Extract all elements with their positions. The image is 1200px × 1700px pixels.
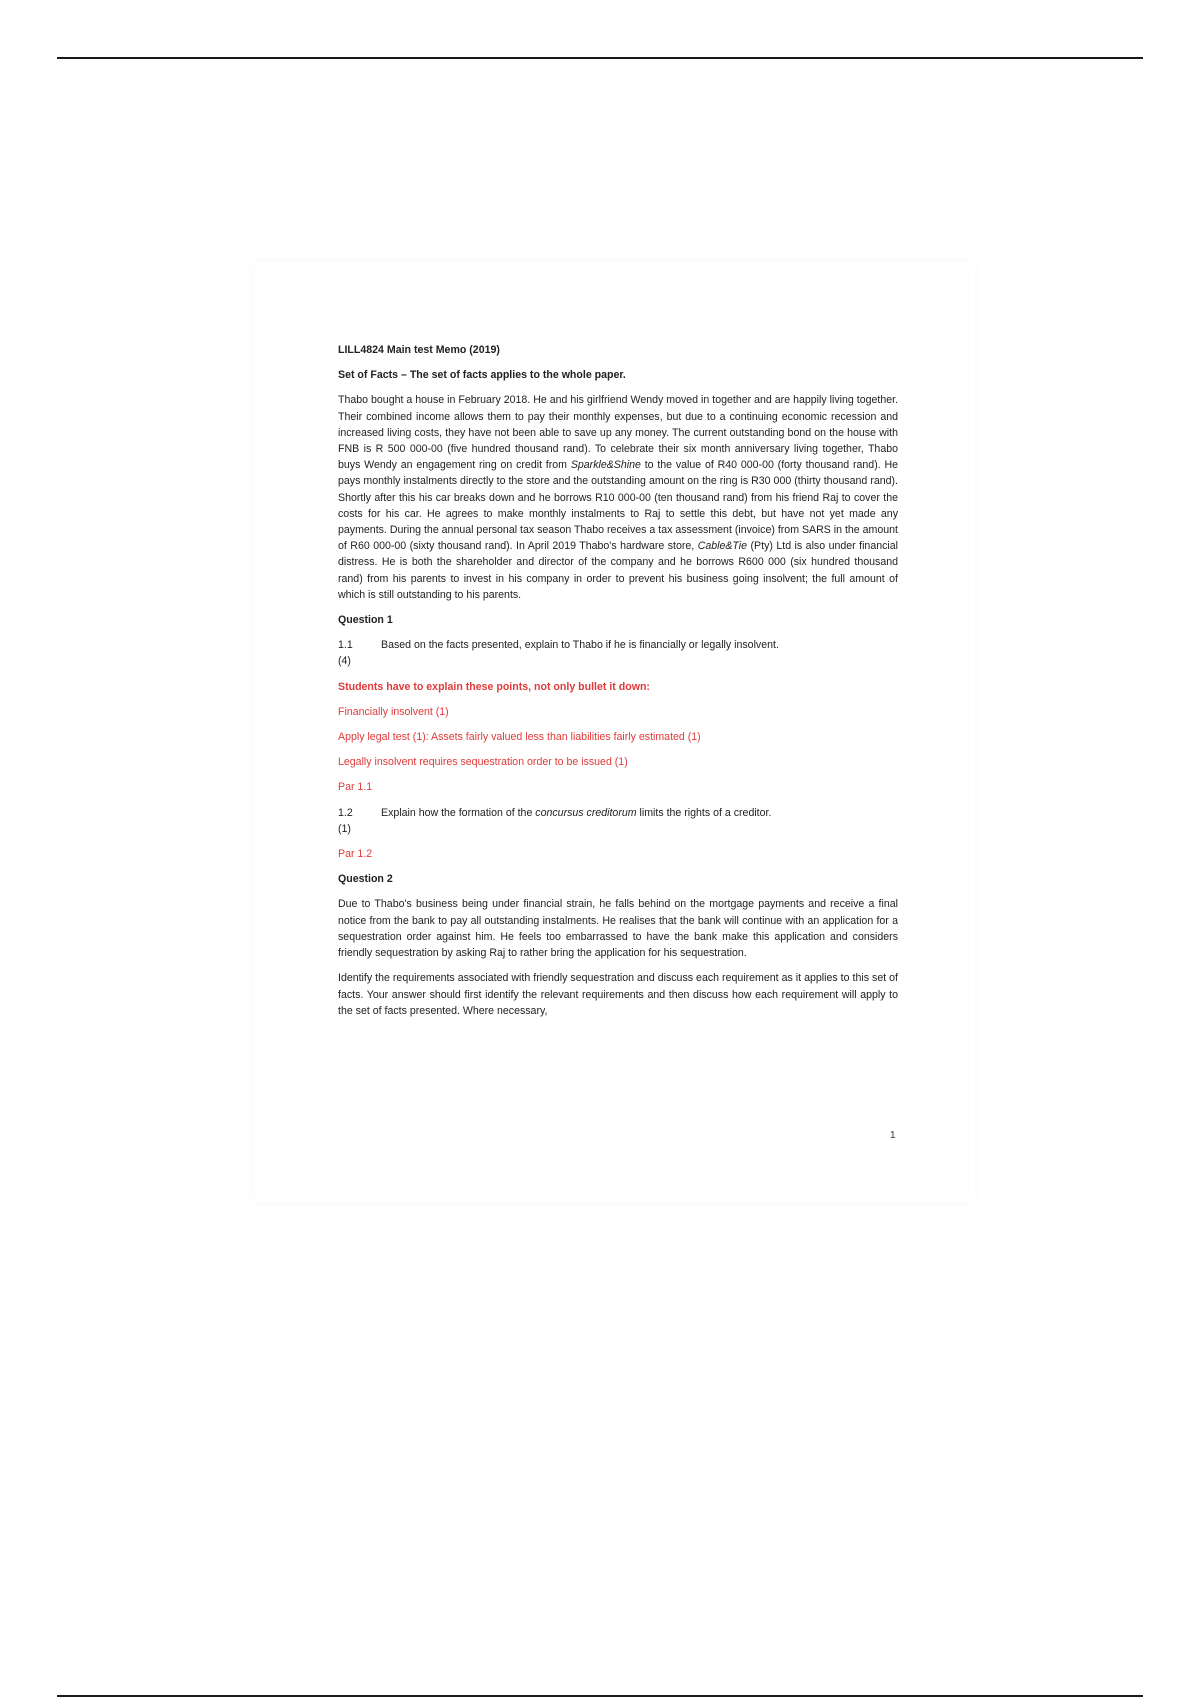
question-text [381,637,898,653]
page-number: 1 [890,1130,896,1141]
facts-text-part3: (Pty) Ltd is also under financial distress. He is both the shareholder and director of the company and he borrows R600 000 (six hundred thousand rand) from his parents to invest in his company in order to prevent his business going insolvent; the full amount of which is still outstanding to his parents. [338,540,899,601]
paragraph-reference: Par 1.2 [338,848,373,861]
question-text-after: limits the rights of a creditor. [636,806,772,819]
answer-item: Apply legal test (1): Assets fairly valued less than liabilities fairly estimated (1) [338,731,701,744]
document-title: LILL4824 Main test Memo (2019) [338,344,500,356]
question-1-2-marks: (1) [338,822,351,835]
question-text [381,805,898,821]
store-name-cable: Cable&Tie [697,540,748,553]
facts-text-part1: Thabo bought a house in February 2018. He and his girlfriend Wendy moved in together and are happily living together. Their combined income allows them to pay their monthly expenses, but due to a continuing economic recession and increased living costs, they have not been able to save up any money. The current outstanding bond on the house with FNB is R 500 000-00 (five hundred thousand rand). To celebrate their six month anniversary living together, Thabo buys Wendy an engagement ring on credit from [338,394,898,472]
question-text-body: Based on the facts presented, explain to Thabo if he is financially or legally insolvent. [381,639,779,652]
document-content [338,342,898,1028]
question1-heading: Question 1 [338,614,393,627]
question-number: 1.1 [338,639,353,652]
question2-paragraph: Identify the requirements associated with friendly sequestration and discuss each requirement as it applies to this set of facts. Your answer should first identify the relevant requirements and then discuss how each requirement will apply to the set of facts presented. Where necessary, [338,972,898,1017]
question2-heading: Question 2 [338,873,393,886]
bottom-rule [57,1695,1143,1697]
facts-paragraph [338,392,898,603]
answer-item: Financially insolvent (1) [338,705,449,718]
top-rule [57,57,1143,59]
question-text-italic: concursus creditorum [535,806,637,819]
facts-heading: Set of Facts – The set of facts applies to the whole paper. [338,369,626,382]
question-1-1 [338,637,898,653]
question-1-2 [338,805,898,821]
store-name-sparkle: Sparkle&Shine [570,459,641,472]
question-number: 1.2 [338,806,353,819]
facts-text-part2: to the value of R40 000-00 (forty thousand rand). He pays monthly instalments directly to the store and the outstanding amount on the ring is R30 000 (thirty thousand rand). Shortly after this his car breaks down and he borrows R10 000-00 (ten thousand rand) from his friend Raj to cover the costs for his car. He agrees to make monthly instalments to Raj to settle this debt, but have not yet made any payments. During the annual personal tax season Thabo receives a tax assessment (invoice) from SARS in the amount of R60 000-00 (sixty thousand rand). In April 2019 Thabo's hardware store, [338,459,899,553]
answer-instruction: Students have to explain these points, not only bullet it down: [338,680,650,693]
paragraph-reference: Par 1.1 [338,781,373,794]
question-text-before: Explain how the formation of the [381,806,536,819]
question2-paragraph: Due to Thabo's business being under financial strain, he falls behind on the mortgage payments and receive a final notice from the bank to pay all outstanding instalments. He realises that the bank will continue with an application for a sequestration order against him. He feels too embarrassed to have the bank make this application and considers friendly sequestration by asking Raj to rather bring the application for his sequestration. [338,898,898,960]
answer-item: Legally insolvent requires sequestration order to be issued (1) [338,756,628,769]
question-1-1-marks: (4) [338,655,351,668]
